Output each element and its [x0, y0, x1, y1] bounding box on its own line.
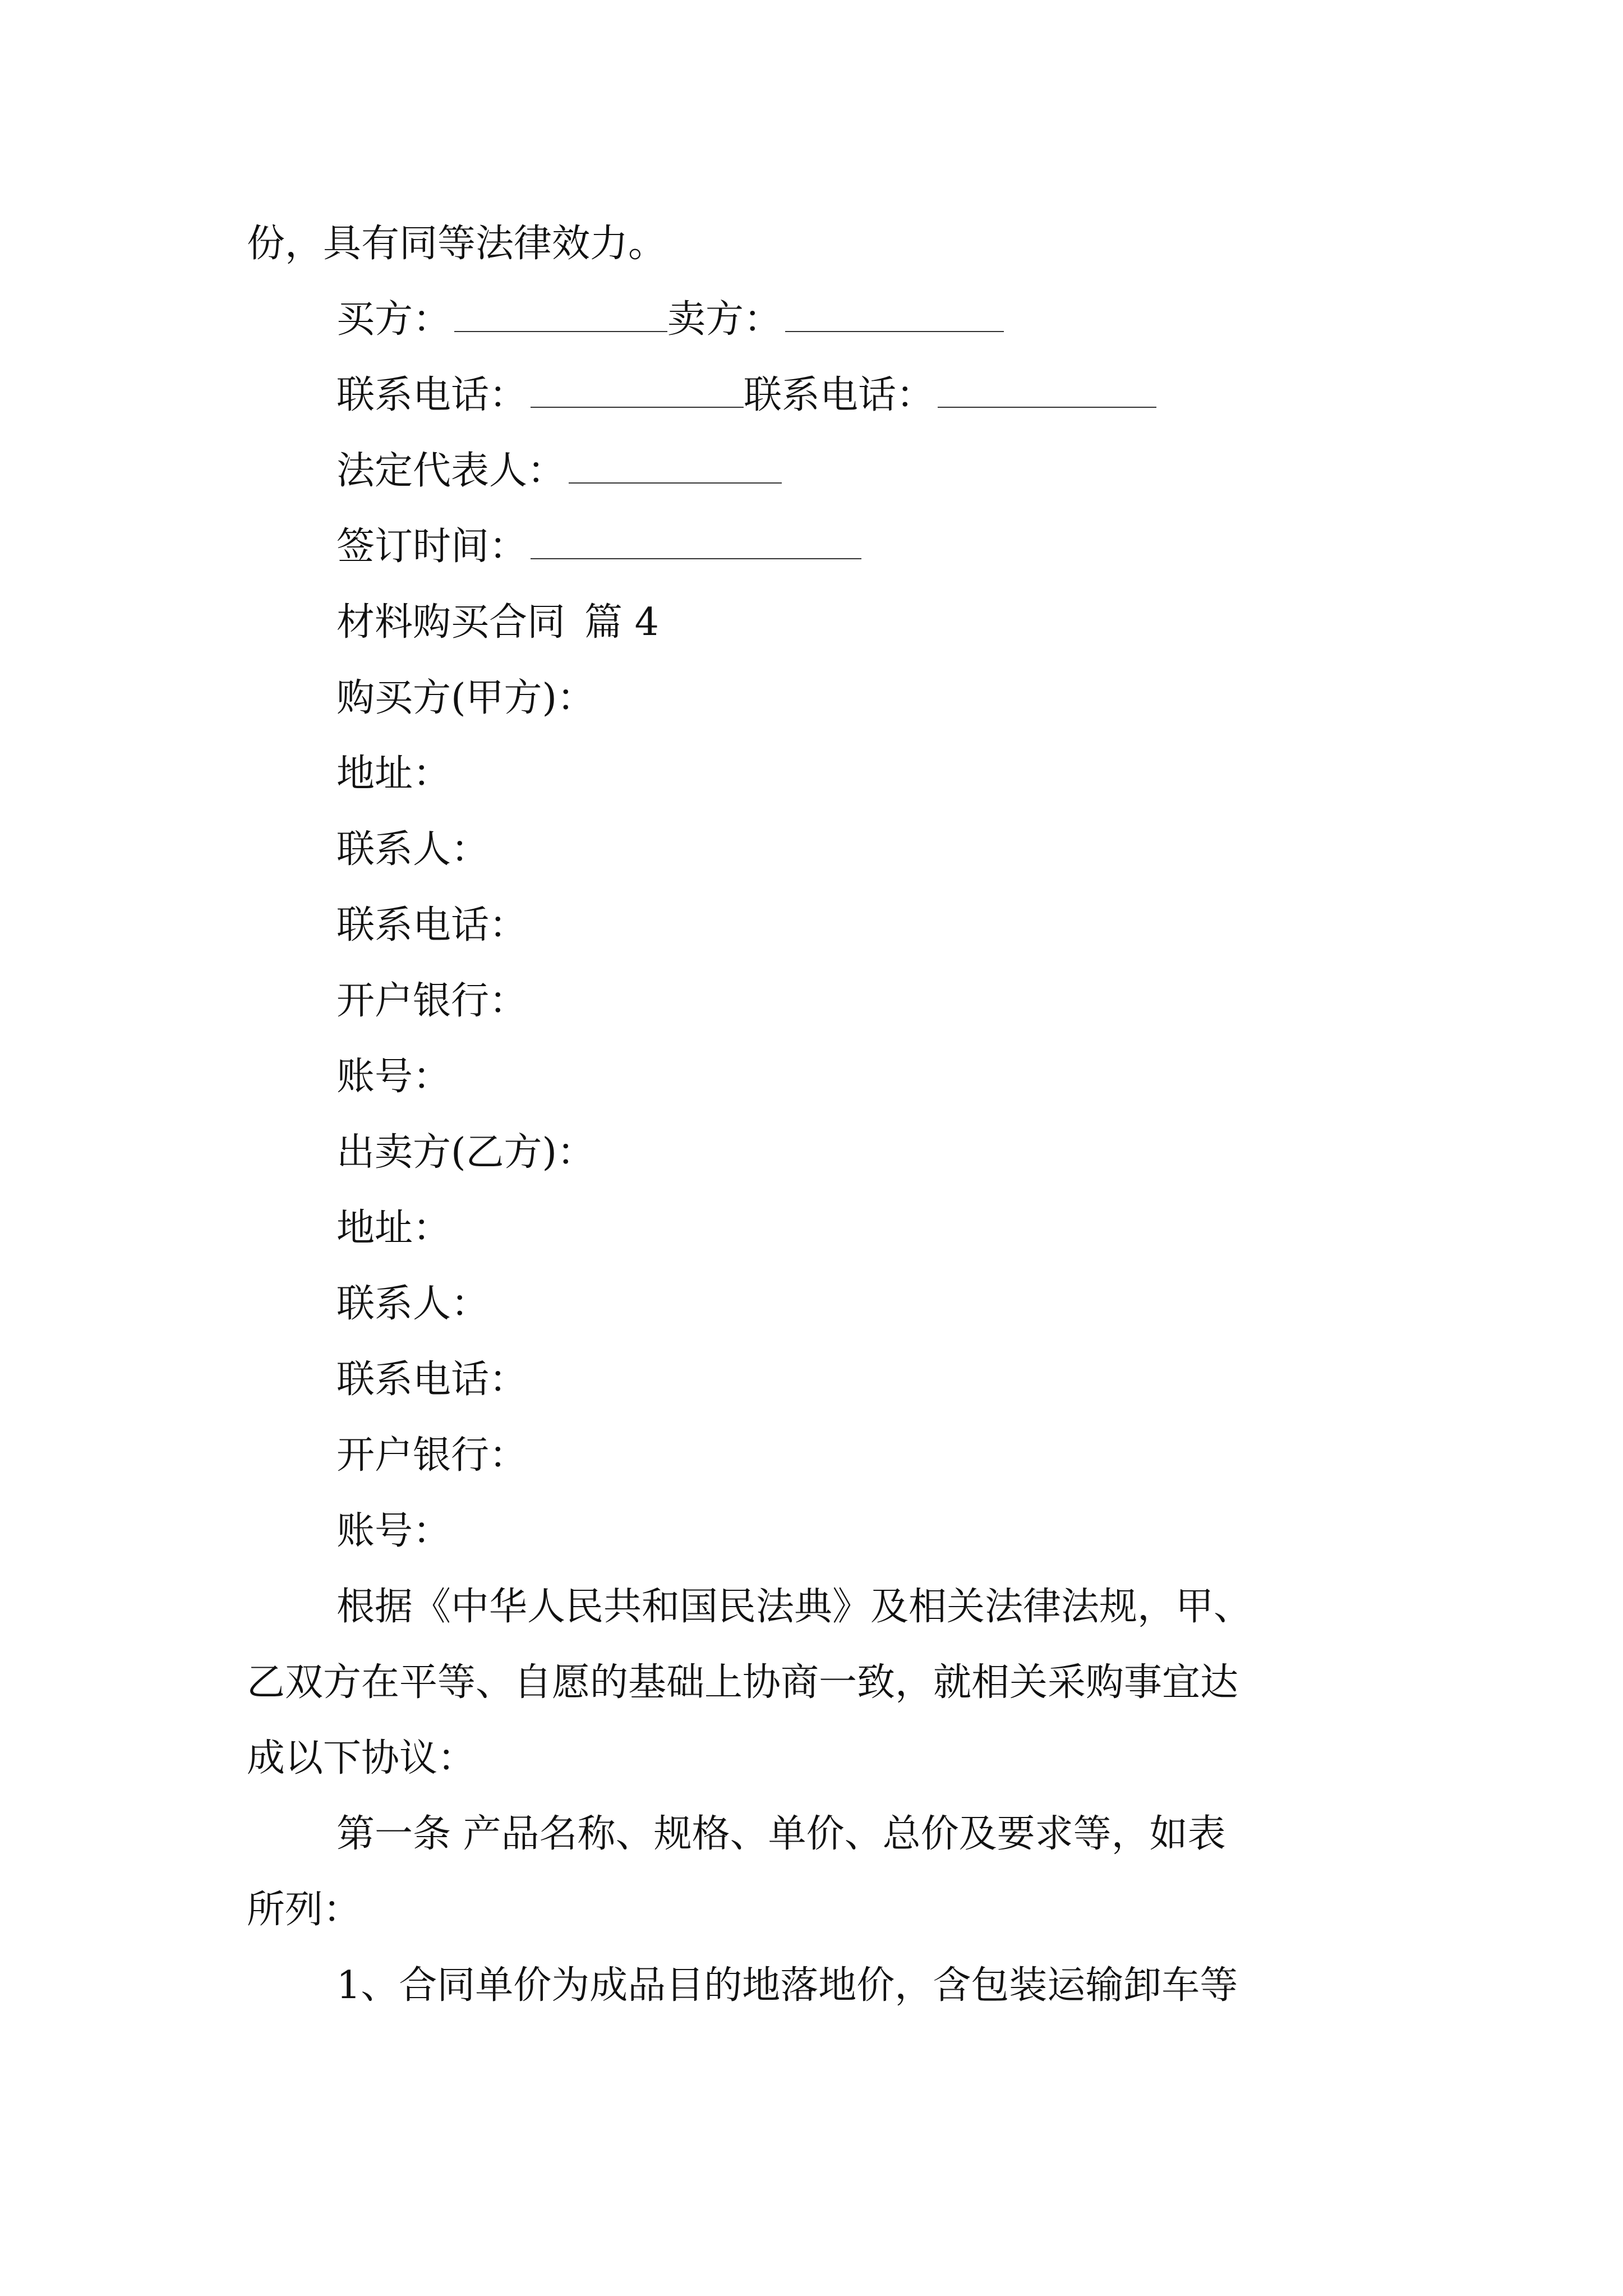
seller-blank[interactable]	[785, 297, 1004, 332]
buyer-bank: 开户银行：	[336, 979, 528, 1023]
seller-account: 账号：	[336, 1509, 451, 1553]
continuation-text: 份，具有同等法律效力。	[247, 222, 667, 266]
intro-line-2: 乙双方在平等、自愿的基础上协商一致，就相关采购事宜达	[247, 1660, 1239, 1705]
seller-address: 地址：	[336, 1206, 451, 1250]
intro-line-1: 根据《中华人民共和国民法典》及相关法律法规，甲、	[336, 1585, 1252, 1629]
seller-bank: 开户银行：	[336, 1433, 528, 1478]
sign-time-blank[interactable]	[531, 524, 861, 559]
seller-phone-label: 联系电话：	[744, 373, 935, 417]
buyer-phone: 联系电话：	[336, 903, 528, 947]
buyer-phone-label: 联系电话：	[336, 373, 528, 417]
sign-time-label: 签订时间：	[336, 524, 528, 569]
section-title: 材料购买合同	[336, 600, 566, 645]
buyer-label: 买方：	[336, 297, 451, 342]
seller-heading: 出卖方(乙方)：	[336, 1130, 596, 1175]
sign-time-line	[336, 516, 861, 578]
intro-line-3: 成以下协议：	[247, 1736, 476, 1780]
buyer-blank[interactable]	[454, 297, 667, 332]
article1-line-2: 所列：	[247, 1888, 362, 1932]
item1-line-1: 1、合同单价为成品目的地落地价，含包装运输卸车等	[336, 1963, 1238, 2008]
legal-rep-line	[336, 440, 782, 502]
legal-rep-blank[interactable]	[569, 449, 782, 484]
seller-phone-blank[interactable]	[938, 373, 1156, 408]
section-number: 篇 4	[584, 600, 659, 645]
seller-phone: 联系电话：	[336, 1358, 528, 1402]
seller-label: 卖方：	[667, 297, 782, 342]
buyer-account: 账号：	[336, 1055, 451, 1099]
phone-line	[336, 365, 1156, 426]
buyer-seller-line	[336, 289, 1004, 351]
buyer-address: 地址：	[336, 752, 451, 796]
buyer-phone-blank[interactable]	[531, 373, 744, 408]
seller-contact: 联系人：	[336, 1282, 490, 1326]
legal-rep-label: 法定代表人：	[336, 449, 566, 493]
section-title-line	[336, 592, 659, 654]
buyer-contact: 联系人：	[336, 827, 490, 872]
article1-line-1: 第一条 产品名称、规格、单价、总价及要求等，如表	[336, 1812, 1226, 1856]
buyer-heading: 购买方(甲方)：	[336, 676, 596, 720]
